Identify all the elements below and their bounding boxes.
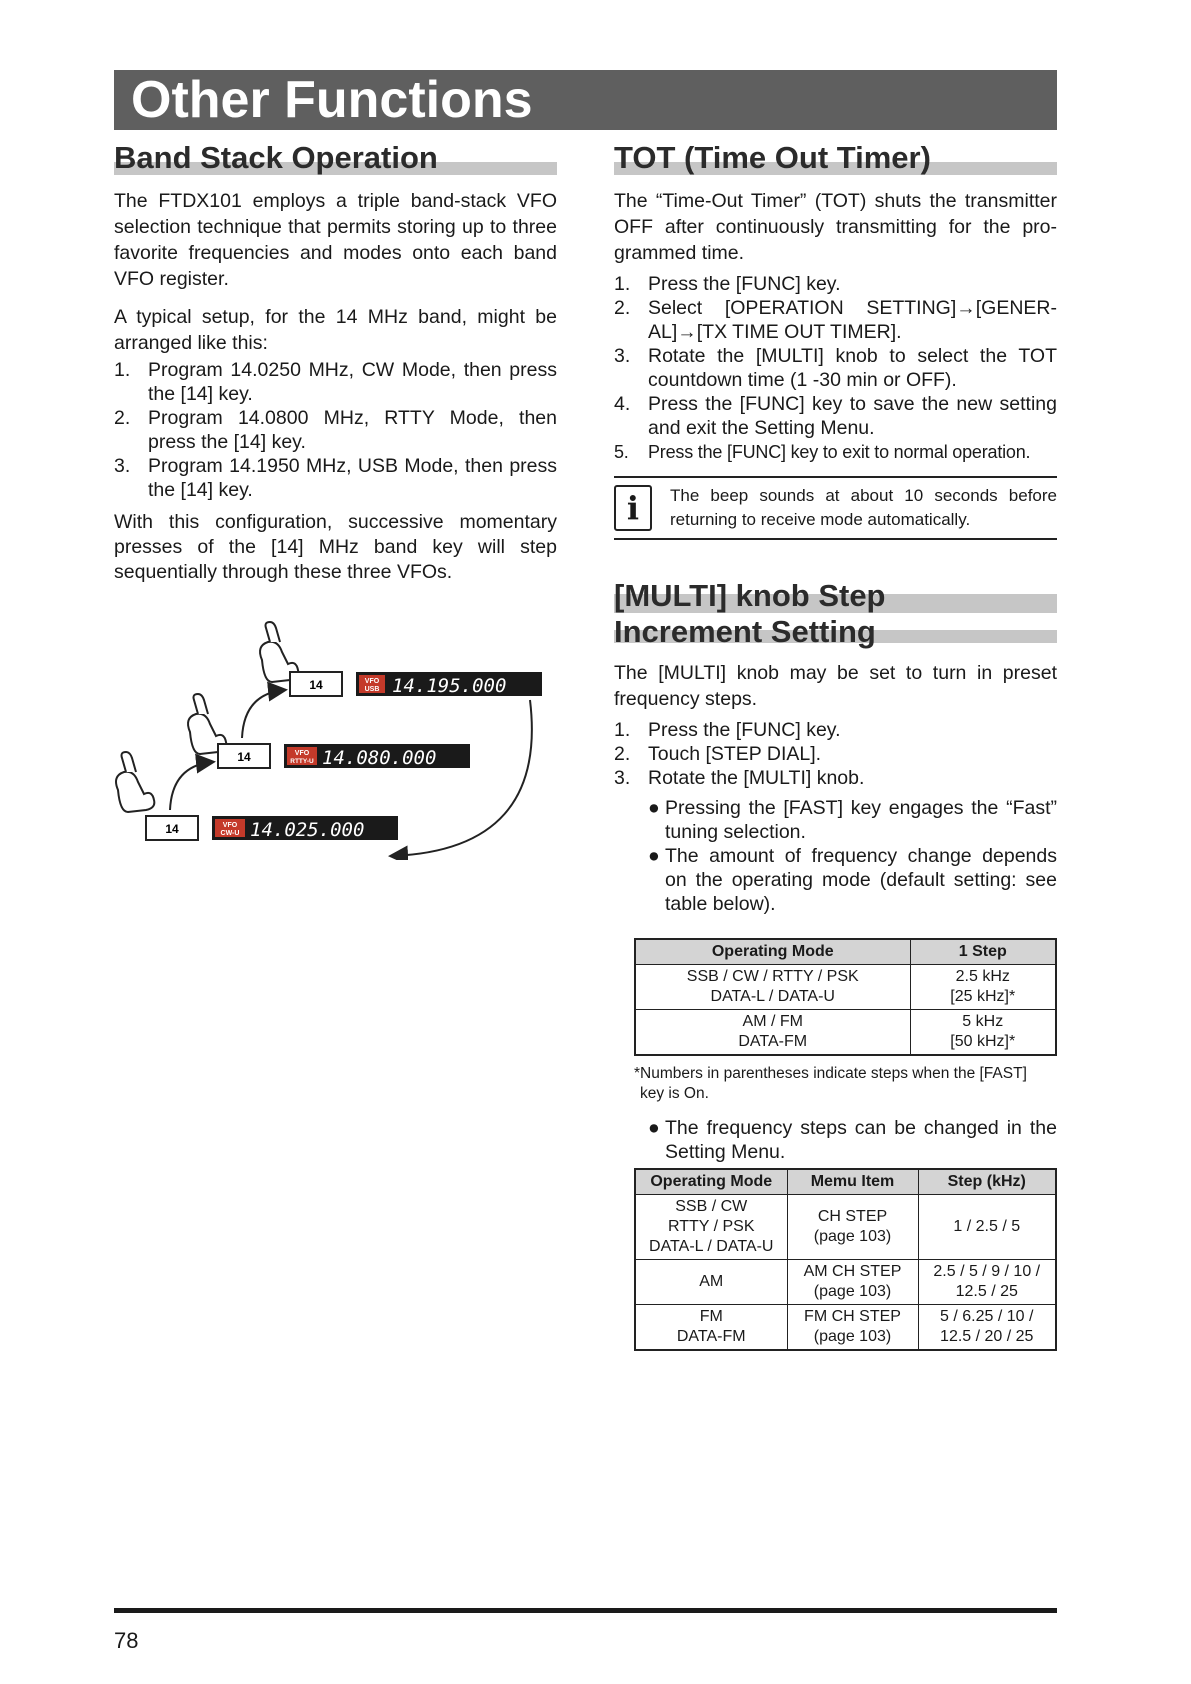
table-cell xyxy=(635,965,910,1010)
band-stack-conclusion: With this configuration, successive momentary presses of the [14] MHz band key will step sequentially through these three VFOs. xyxy=(114,511,557,583)
table-cell xyxy=(910,965,1056,1010)
list-item xyxy=(614,766,1057,790)
cell-line: 2.5 kHz xyxy=(955,968,1010,985)
table-footnote xyxy=(634,1064,1057,1104)
info-note xyxy=(614,476,1057,540)
frequency-readout: 14.025.000 xyxy=(250,819,365,841)
tot-steps xyxy=(614,272,1057,464)
right-column xyxy=(614,140,1057,1351)
table-cell xyxy=(635,1305,787,1351)
multi-bullets xyxy=(648,796,1057,916)
multi-bullets-after xyxy=(648,1116,1057,1164)
cell-line: RTTY / PSK xyxy=(667,1218,755,1235)
arrow-icon xyxy=(242,690,284,738)
cell-line: AM CH STEP xyxy=(803,1263,902,1280)
bullet-text: The frequency steps can be changed in the Setting Menu. xyxy=(665,1117,1057,1163)
step-text: Program 14.0250 MHz, CW Mode, then press the [14] key. xyxy=(148,359,557,405)
arrow-icon xyxy=(170,762,212,810)
column-header: Operating Mode xyxy=(635,1169,787,1195)
tot-intro: The “Time-Out Timer” (TOT) shuts the transmitter OFF after continuously transmitting for the pro-grammed time. xyxy=(614,190,1057,264)
cell-line: [50 kHz]* xyxy=(950,1033,1016,1050)
band-key-label: 14 xyxy=(309,678,323,692)
step-text: Program 14.0800 MHz, RTTY Mode, then press the [14] key. xyxy=(148,407,557,453)
cell-line: 5 kHz xyxy=(962,1013,1004,1030)
list-item xyxy=(648,1116,1057,1164)
table-cell xyxy=(910,1010,1056,1056)
return-arrow-icon xyxy=(392,700,532,856)
list-item xyxy=(614,392,1057,440)
table-row xyxy=(635,1305,1056,1351)
footer-rule xyxy=(114,1608,1057,1613)
table-cell: AM xyxy=(635,1260,787,1305)
step-text: Select [OPERATION SETTING]→[GENER-AL]→[TX TIME OUT TIMER]. xyxy=(648,297,1057,343)
step-text: Press the [FUNC] key. xyxy=(648,273,841,295)
list-item xyxy=(114,358,557,406)
band-stack-heading: Band Stack Operation xyxy=(114,140,557,176)
bullet-icon: ● xyxy=(648,1117,660,1139)
band-stack-intro: The FTDX101 employs a triple band-stack VFO selection technique that permits storing up to three favorite frequencies and modes onto each band VFO register. xyxy=(114,190,557,290)
step-number: 4. xyxy=(614,393,631,415)
bullet-text: Pressing the [FAST] key engages the “Fast” tuning selection. xyxy=(665,797,1057,843)
chapter-title: Other Functions xyxy=(114,70,1057,130)
cell-line: FM xyxy=(699,1308,723,1325)
band-key-label: 14 xyxy=(165,822,179,836)
step-text: Press the [FUNC] key to exit to normal operation. xyxy=(648,442,1031,462)
table-cell xyxy=(635,1195,787,1260)
step-text: Program 14.1950 MHz, USB Mode, then press the [14] key. xyxy=(148,455,557,501)
step-number: 2. xyxy=(614,297,631,319)
cell-line: [25 kHz]* xyxy=(950,988,1016,1005)
step-number: 3. xyxy=(614,345,631,367)
list-item xyxy=(114,406,557,454)
step-number: 3. xyxy=(614,767,631,789)
multi-intro: The [MULTI] knob may be set to turn in preset frequency steps. xyxy=(614,662,1057,710)
step-number: 5. xyxy=(614,442,629,462)
vfo-display-usb xyxy=(356,672,542,697)
table-row xyxy=(635,1195,1056,1260)
step-text: Rotate the [MULTI] knob to select the TOT countdown time (1 -30 min or OFF). xyxy=(648,345,1057,391)
menu-step-table xyxy=(634,1168,1057,1351)
cell-line: SSB / CW xyxy=(675,1198,748,1215)
step-table xyxy=(634,938,1057,1056)
column-header: Step (kHz) xyxy=(918,1169,1056,1195)
column-header: Memu Item xyxy=(787,1169,918,1195)
step-number: 3. xyxy=(114,455,131,477)
page-number: 78 xyxy=(114,1628,139,1653)
step-text: Touch [STEP DIAL]. xyxy=(648,743,822,765)
cell-line: 2.5 / 5 / 9 / 10 / xyxy=(933,1263,1041,1280)
step-number: 1. xyxy=(614,719,631,741)
step-number: 1. xyxy=(114,359,131,381)
step-text: Press the [FUNC] key to save the new setting and exit the Setting Menu. xyxy=(648,393,1057,439)
table-row xyxy=(635,965,1056,1010)
step-text: Rotate the [MULTI] knob. xyxy=(648,767,865,789)
cell-line: DATA-L / DATA-U xyxy=(649,1238,774,1255)
band-stack-diagram xyxy=(110,620,570,860)
frequency-readout: 14.195.000 xyxy=(392,675,507,697)
table-cell xyxy=(787,1260,918,1305)
band-stack-setup-intro: A typical setup, for the 14 MHz band, might be arranged like this: xyxy=(114,306,557,354)
cell-line: AM / FM xyxy=(742,1013,803,1030)
list-item xyxy=(614,272,1057,296)
bullet-icon: ● xyxy=(648,797,660,819)
table-cell xyxy=(635,1010,910,1056)
bullet-icon: ● xyxy=(648,845,660,867)
note-text: The beep sounds at about 10 seconds before returning to receive mode automatically. xyxy=(670,486,1057,529)
list-item xyxy=(648,844,1057,916)
cell-line: DATA-FM xyxy=(738,1033,808,1050)
hand-press-icon xyxy=(116,752,154,812)
vfo-display-cw xyxy=(212,816,398,841)
mode-tag: CW-U xyxy=(220,830,240,837)
band-stack-diagram-svg xyxy=(110,620,570,860)
band-key-label: 14 xyxy=(237,750,251,764)
frequency-readout: 14.080.000 xyxy=(322,747,437,769)
footnote-line: key is On. xyxy=(640,1085,709,1102)
cell-line: 12.5 / 20 / 25 xyxy=(940,1328,1034,1345)
cell-line: 12.5 / 25 xyxy=(955,1283,1018,1300)
cell-line: 5 / 6.25 / 10 / xyxy=(940,1308,1034,1325)
step-text: Press the [FUNC] key. xyxy=(648,719,841,741)
table-cell xyxy=(787,1195,918,1260)
multi-heading-line: Increment Setting xyxy=(614,614,1057,650)
tot-section xyxy=(614,140,1057,540)
cell-line: CH STEP xyxy=(817,1208,888,1225)
table-row xyxy=(635,1260,1056,1305)
list-item xyxy=(614,344,1057,392)
cell-line: (page 103) xyxy=(813,1328,892,1345)
column-header: Operating Mode xyxy=(635,939,910,965)
step-number: 2. xyxy=(114,407,131,429)
list-item xyxy=(648,796,1057,844)
cell-line: SSB / CW / RTTY / PSK xyxy=(686,968,859,985)
vfo-tag: VFO xyxy=(364,678,380,685)
list-item xyxy=(614,742,1057,766)
list-item xyxy=(614,440,1057,464)
table-cell xyxy=(918,1260,1056,1305)
bullet-text: The amount of frequency change depends on the operating mode (default setting: see table below). xyxy=(665,845,1057,915)
list-item xyxy=(614,296,1057,344)
list-item xyxy=(114,454,557,502)
multi-steps xyxy=(614,718,1057,790)
mode-tag: USB xyxy=(364,686,380,693)
cell-line: (page 103) xyxy=(813,1228,892,1245)
cell-line: DATA-L / DATA-U xyxy=(710,988,835,1005)
step-number: 2. xyxy=(614,743,631,765)
mode-tag: RTTY-U xyxy=(290,758,314,765)
table-cell: 1 / 2.5 / 5 xyxy=(918,1195,1056,1260)
cell-line: DATA-FM xyxy=(676,1328,746,1345)
footnote-line: *Numbers in parentheses indicate steps when the [FAST] xyxy=(634,1065,1027,1082)
table-row xyxy=(635,1010,1056,1056)
vfo-tag: VFO xyxy=(294,750,310,757)
list-item xyxy=(614,718,1057,742)
tot-heading: TOT (Time Out Timer) xyxy=(614,140,1057,176)
step-number: 1. xyxy=(614,273,631,295)
vfo-tag: VFO xyxy=(222,822,238,829)
cell-line: (page 103) xyxy=(813,1283,892,1300)
multi-heading-line: [MULTI] knob Step xyxy=(614,578,1057,614)
band-stack-section xyxy=(114,140,557,585)
table-cell xyxy=(787,1305,918,1351)
vfo-display-rtty xyxy=(284,744,470,769)
table-cell xyxy=(918,1305,1056,1351)
info-icon: i xyxy=(614,485,652,531)
cell-line: FM CH STEP xyxy=(804,1308,901,1325)
column-header: 1 Step xyxy=(910,939,1056,965)
band-stack-steps xyxy=(114,358,557,502)
multi-heading xyxy=(614,578,1057,650)
multi-section xyxy=(614,578,1057,1351)
